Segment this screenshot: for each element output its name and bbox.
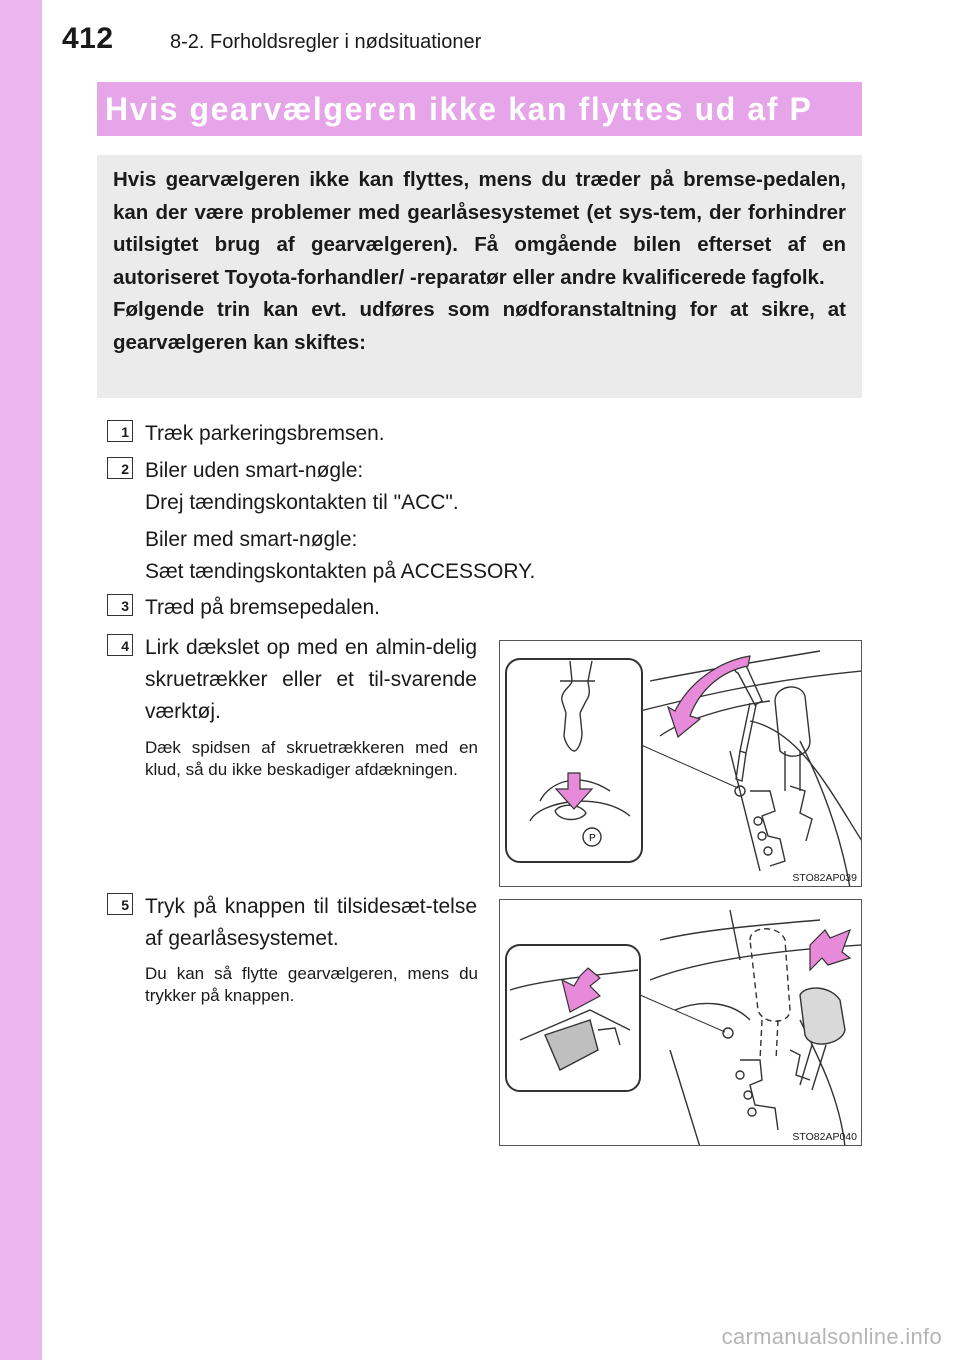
intro-box	[97, 155, 862, 398]
park-symbol: P	[589, 833, 596, 844]
figure-1-code: STO82AP039	[792, 872, 857, 884]
step-4-badge: 4	[107, 634, 133, 656]
intro-paragraph-2: Følgende trin kan evt. udføres som nødforanstaltning for at sikre, at gearvælgeren kan skiftes:	[113, 298, 846, 354]
step-2-line-2: Drej tændingskontakten til "ACC".	[145, 491, 459, 514]
step-3-badge: 3	[107, 594, 133, 616]
step-2-line-1: Biler uden smart-nøgle:	[145, 459, 364, 482]
step-1-badge: 1	[107, 420, 133, 442]
intro-paragraph-1: Hvis gearvælgeren ikke kan flyttes, mens du træder på bremse-pedalen, kan der være problemer med gearlåsesystemet (et sys-tem, der forhindrer utilsigtet brug af gearvælgeren). Få omgående bilen efterset af en autoriseret Toyota-forhandler/ -reparatør eller andre kvalificerede fagfolk.	[113, 168, 846, 289]
page-number: 412	[62, 22, 114, 55]
section-title: Hvis gearvælgeren ikke kan flyttes ud af P	[105, 90, 813, 127]
shift-lock-illustration	[500, 900, 862, 1146]
step-5-text: Tryk på knappen til tilsidesæt-telse af gearlåsesystemet.	[145, 895, 477, 950]
step-4-text: Lirk dækslet op med en almin-delig skruetrækker eller et til-svarende værktøj.	[145, 636, 477, 723]
step-4-note: Dæk spidsen af skruetrækkeren med en klud, så du ikke beskadiger afdækningen.	[145, 738, 478, 779]
side-color-strip	[0, 0, 42, 1360]
watermark: carmanualsonline.info	[721, 1324, 942, 1349]
section-banner	[97, 82, 862, 136]
figure-screwdriver-cover	[499, 640, 862, 887]
step-3-text: Træd på bremsepedalen.	[145, 596, 381, 619]
chapter-title: 8-2. Forholdsregler i nødsituationer	[170, 31, 482, 53]
figure-shift-lock-button	[499, 899, 862, 1146]
step-5-badge: 5	[107, 893, 133, 915]
step-2-line-3: Biler med smart-nøgle:	[145, 528, 358, 551]
step-1-text: Træk parkeringsbremsen.	[145, 422, 385, 445]
step-2-badge: 2	[107, 457, 133, 479]
step-2-line-4: Sæt tændingskontakten på ACCESSORY.	[145, 560, 536, 583]
step-5-note: Du kan så flytte gearvælgeren, mens du trykker på knappen.	[145, 964, 478, 1005]
screwdriver-illustration	[500, 641, 862, 887]
figure-2-code: STO82AP040	[792, 1131, 857, 1143]
